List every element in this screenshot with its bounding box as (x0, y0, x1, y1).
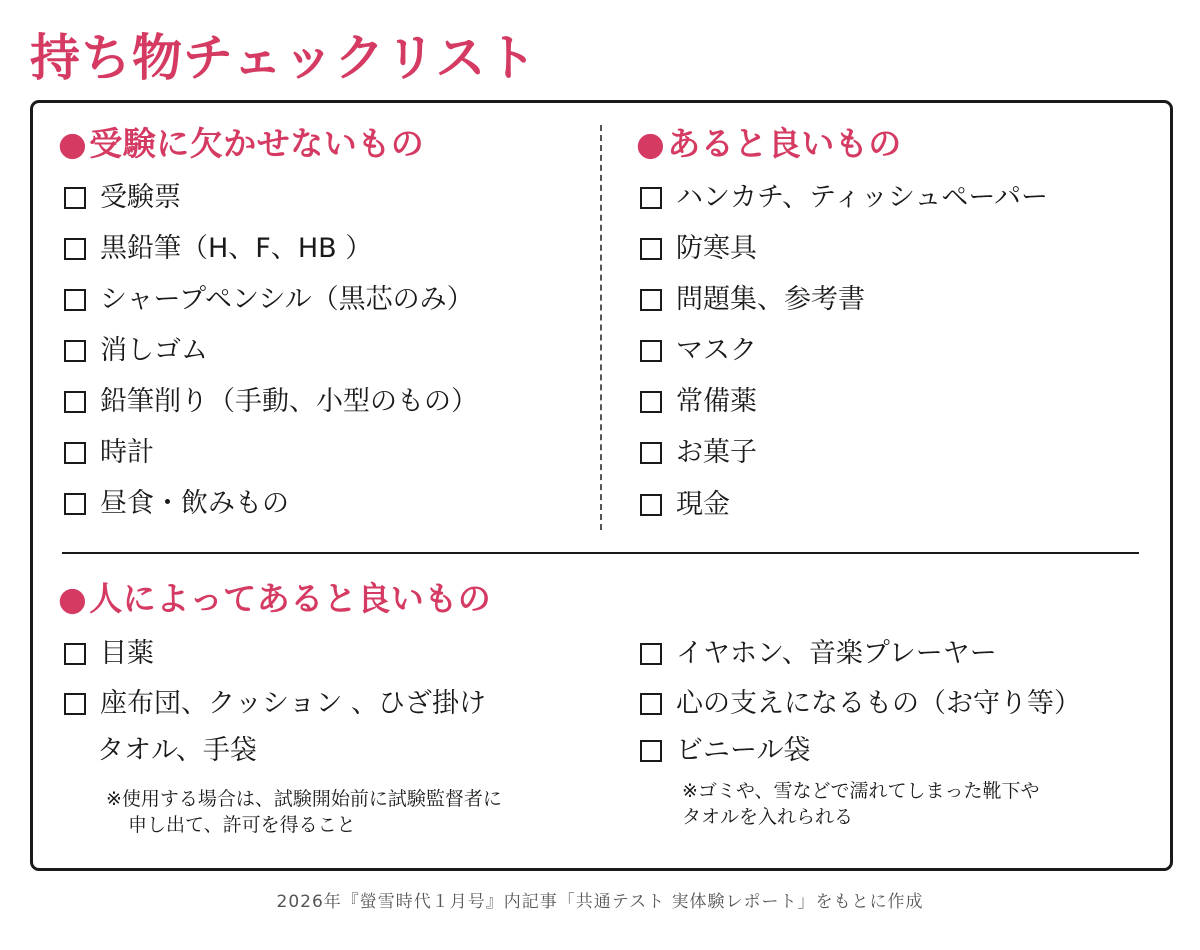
note-line: ※ゴミや、雪などで濡れてしまった靴下や (682, 780, 1040, 802)
checklist-item[interactable]: 心の支えになるもの（お守り等） (640, 686, 1081, 722)
checkbox-icon[interactable] (64, 289, 86, 311)
checkbox-icon[interactable] (64, 442, 86, 464)
note-line: タオルを入れられる (682, 806, 854, 828)
checklist-item[interactable]: 昼食・飲みもの (64, 486, 289, 522)
section-heading-depends: ●人によってあると良いもの (58, 579, 492, 618)
checkbox-icon[interactable] (64, 238, 86, 260)
checklist-item[interactable]: 現金 (640, 487, 730, 523)
checkbox-icon[interactable] (640, 494, 662, 516)
checkbox-icon[interactable] (640, 643, 662, 665)
checkbox-icon[interactable] (640, 442, 662, 464)
checklist-item[interactable]: 消しゴム (64, 333, 208, 369)
section-heading-nice-to-have: ●あると良いもの (636, 124, 902, 163)
checkbox-icon[interactable] (64, 693, 86, 715)
section-divider (62, 552, 1139, 554)
checklist-item[interactable]: 鉛筆削り（手動、小型のもの） (64, 384, 478, 420)
checkbox-icon[interactable] (640, 187, 662, 209)
checkbox-icon[interactable] (64, 643, 86, 665)
column-divider (600, 125, 602, 530)
checkbox-icon[interactable] (640, 238, 662, 260)
page-title: 持ち物チェックリスト (30, 29, 538, 87)
section-heading-essential: ●受験に欠かせないもの (58, 124, 425, 163)
source-footer: 2026年『螢雪時代１月号』内記事「共通テスト 実体験レポート」をもとに作成 (276, 892, 924, 912)
checkbox-icon[interactable] (640, 340, 662, 362)
checkbox-icon[interactable] (64, 391, 86, 413)
checkbox-icon[interactable] (640, 740, 662, 762)
checklist-item[interactable]: シャープペンシル（黒芯のみ） (64, 282, 474, 318)
checkbox-icon[interactable] (640, 289, 662, 311)
checkbox-icon[interactable] (64, 493, 86, 515)
checkbox-icon[interactable] (640, 391, 662, 413)
checklist-item[interactable]: イヤホン、音楽プレーヤー (640, 636, 997, 672)
checklist-item[interactable]: 座布団、クッション 、ひざ掛け (64, 686, 486, 722)
checklist-item[interactable]: マスク (640, 333, 757, 369)
checklist-item-continuation: タオル、手袋 (97, 735, 257, 766)
checkbox-icon[interactable] (640, 693, 662, 715)
checklist-item[interactable]: 問題集、参考書 (640, 282, 865, 318)
bullet-icon: ● (58, 124, 88, 163)
checklist-item[interactable]: 黒鉛筆（H、F、HB ） (64, 231, 372, 267)
checkbox-icon[interactable] (64, 340, 86, 362)
checklist-item[interactable]: お菓子 (640, 435, 757, 471)
checklist-item[interactable]: ハンカチ、ティッシュペーパー (640, 180, 1048, 216)
note-line: 申し出て、許可を得ること (128, 814, 356, 836)
checklist-item[interactable]: 受験票 (64, 180, 181, 216)
checklist-item[interactable]: 目薬 (64, 636, 154, 672)
bullet-icon: ● (58, 579, 88, 618)
checkbox-icon[interactable] (64, 187, 86, 209)
bullet-icon: ● (636, 124, 666, 163)
checklist-item[interactable]: 常備薬 (640, 384, 757, 420)
checklist-item[interactable]: 防寒具 (640, 231, 757, 267)
note-line: ※使用する場合は、試験開始前に試験監督者に (106, 788, 502, 810)
checklist-item[interactable]: 時計 (64, 435, 154, 471)
checklist-item[interactable]: ビニール袋 (640, 733, 810, 769)
